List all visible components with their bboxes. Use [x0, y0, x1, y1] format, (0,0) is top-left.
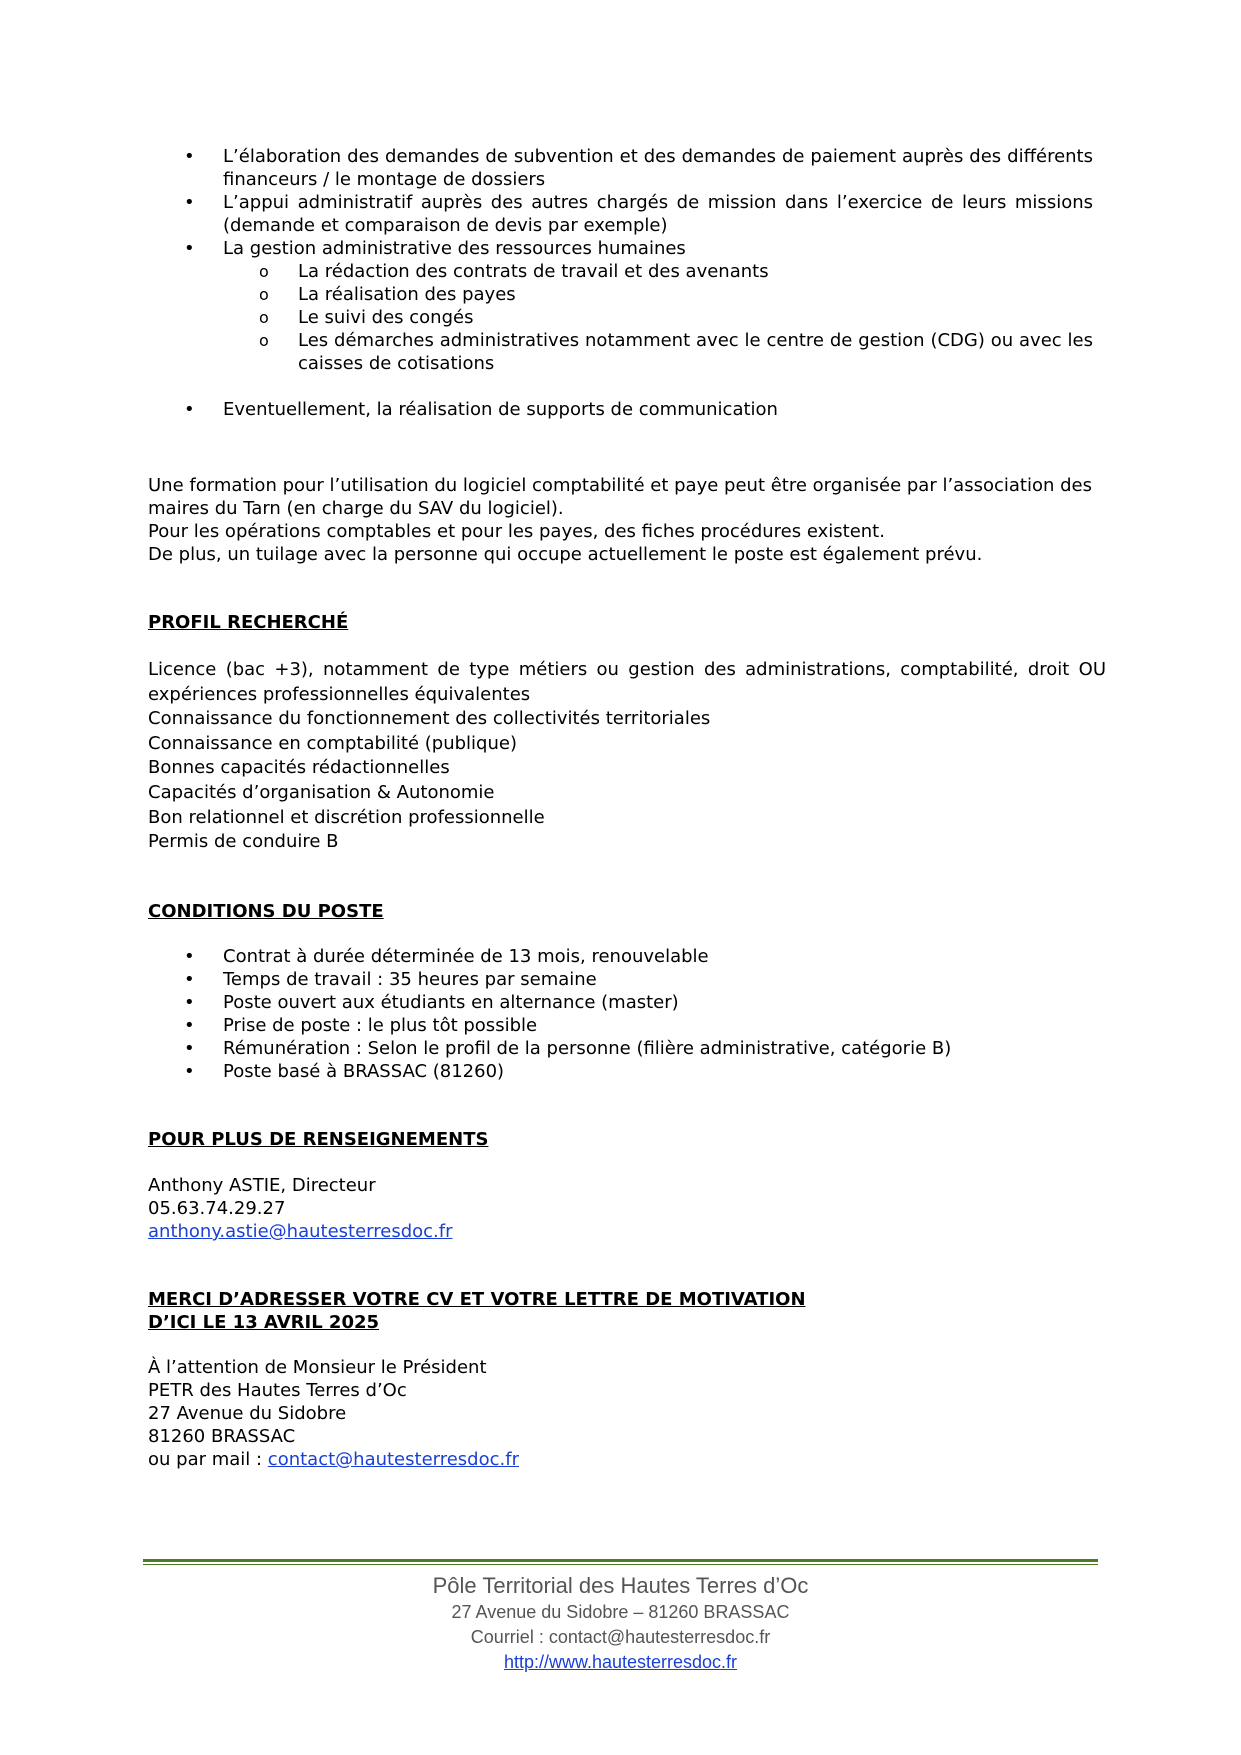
list-item: • L’élaboration des demandes de subvention et des demandes de paiement auprès des différents financeurs / le montage de dossiers — [148, 145, 1093, 191]
profil-list — [148, 658, 1106, 855]
footer-website-line — [0, 1652, 1241, 1673]
profil-item: Licence (bac +3), notamment de type métiers ou gestion des administrations, comptabilité, droit OU expériences professionnelles équivalentes — [148, 659, 1106, 705]
formation-line: Une formation pour l’utilisation du logiciel comptabilité et paye peut être organisée par l’association des maires du Tarn (en charge du SAV du logiciel). — [148, 475, 1092, 519]
list-item: • Eventuellement, la réalisation de supports de communication — [148, 398, 1108, 421]
contact-mail-link[interactable]: contact@hautesterresdoc.fr — [267, 1449, 519, 1470]
profil-item: Connaissance en comptabilité (publique) — [148, 732, 517, 754]
profil-item: Capacités d’organisation & Autonomie — [148, 781, 495, 803]
profil-item: Bon relationnel et discrétion professionnelle — [148, 806, 545, 828]
footer-rule-thin — [143, 1564, 1098, 1565]
conditions-list — [148, 945, 1108, 1083]
footer-website-link[interactable]: http://www.hautesterresdoc.fr — [503, 1652, 738, 1672]
mail-prefix: ou par mail : — [148, 1449, 268, 1470]
candidature-heading-line: MERCI D’ADRESSER VOTRE CV ET VOTRE LETTRE DE MOTIVATION — [148, 1289, 806, 1310]
list-item: • Rémunération : Selon le profil de la personne (filière administrative, catégorie B) — [148, 1037, 1108, 1060]
address-org: PETR des Hautes Terres d’Oc — [148, 1380, 407, 1401]
contact-name: Anthony ASTIE, Directeur — [148, 1175, 376, 1196]
list-item: • Prise de poste : le plus tôt possible — [148, 1014, 1108, 1037]
sub-list-item: o La rédaction des contrats de travail et des avenants — [223, 260, 1093, 283]
list-item — [148, 237, 1093, 375]
list-item: • Temps de travail : 35 heures par semaine — [148, 968, 1108, 991]
sub-list-item: o La réalisation des payes — [223, 283, 1093, 306]
candidature-heading-line: D’ICI LE 13 AVRIL 2025 — [148, 1312, 380, 1333]
candidature-heading — [148, 1288, 806, 1334]
profil-item: Bonnes capacités rédactionnelles — [148, 757, 450, 779]
footer-rule — [143, 1559, 1098, 1562]
sub-list-item: o Le suivi des congés — [223, 306, 1093, 329]
list-item: • Poste basé à BRASSAC (81260) — [148, 1060, 1108, 1083]
list-item: • Poste ouvert aux étudiants en alternance (master) — [148, 991, 1108, 1014]
address-street: 27 Avenue du Sidobre — [148, 1403, 347, 1424]
list-item: • L’appui administratif auprès des autres chargés de mission dans l’exercice de leurs missions (demande et comparaison de devis par exemple) — [148, 191, 1093, 237]
formation-paragraph — [148, 474, 1093, 566]
eventual-list — [148, 398, 1108, 421]
contact-phone: 05.63.74.29.27 — [148, 1198, 286, 1219]
contact-email-line — [148, 1220, 1108, 1243]
sub-list-item: o Les démarches administratives notamment avec le centre de gestion (CDG) ou avec les caisses de cotisations — [223, 329, 1093, 375]
missions-list — [148, 145, 1093, 375]
footer-title: Pôle Territorial des Hautes Terres d’Oc — [432, 1573, 809, 1598]
footer-email: Courriel : contact@hautesterresdoc.fr — [470, 1627, 771, 1647]
profil-heading: PROFIL RECHERCHÉ — [148, 612, 349, 633]
contact-email-link[interactable]: anthony.astie@hautesterresdoc.fr — [148, 1221, 453, 1242]
formation-line: Pour les opérations comptables et pour les payes, des fiches procédures existent. — [148, 521, 885, 542]
footer-address: 27 Avenue du Sidobre – 81260 BRASSAC — [451, 1602, 790, 1622]
address-attention: À l’attention de Monsieur le Président — [148, 1357, 487, 1378]
list-item: • Contrat à durée déterminée de 13 mois, renouvelable — [148, 945, 1108, 968]
list-item-label: La gestion administrative des ressources humaines — [223, 238, 686, 259]
address-block — [148, 1356, 1108, 1471]
profil-item: Permis de conduire B — [148, 831, 339, 853]
contact-block — [148, 1174, 1108, 1243]
address-mail-line — [148, 1448, 1108, 1471]
address-city: 81260 BRASSAC — [148, 1426, 296, 1447]
conditions-heading: CONDITIONS DU POSTE — [148, 901, 384, 922]
renseignements-heading: POUR PLUS DE RENSEIGNEMENTS — [148, 1129, 489, 1150]
formation-line: De plus, un tuilage avec la personne qui occupe actuellement le poste est également prévu. — [148, 544, 983, 565]
rh-sublist — [223, 260, 1093, 375]
profil-item: Connaissance du fonctionnement des collectivités territoriales — [148, 708, 711, 730]
